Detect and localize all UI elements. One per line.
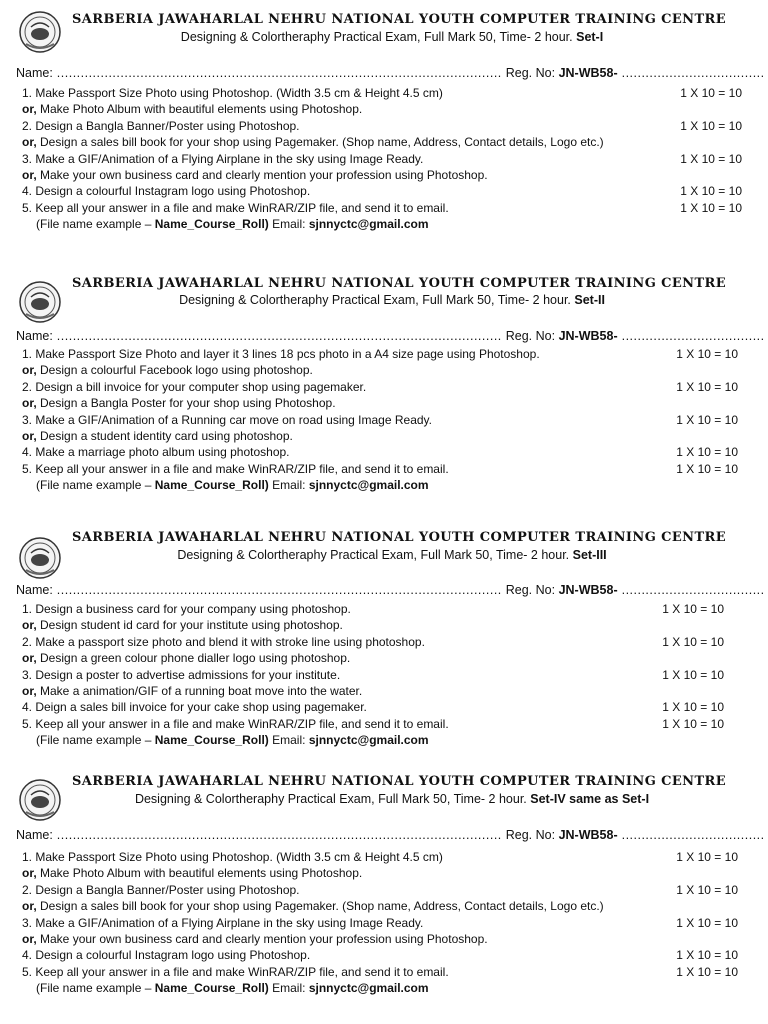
alternative-question	[22, 651, 350, 665]
question-text: 2. Design a Bangla Banner/Poster using Photoshop.	[22, 118, 300, 133]
reg-label: Reg. No:	[505, 329, 556, 343]
or-label: or,	[22, 866, 37, 881]
question-item	[22, 635, 425, 649]
file-name-note	[36, 217, 429, 231]
exam-details: Designing & Colortheraphy Practical Exam, Full Mark 50, Time- 2 hour.	[179, 293, 571, 307]
question-text: 4. Deign a sales bill invoice for your cake shop using pagemaker.	[22, 700, 367, 715]
question-text: 1. Design a business card for your company using photoshop.	[22, 602, 351, 616]
email-address[interactable]: sjnnyctc@gmail.com	[308, 478, 429, 493]
question-mark: 1 X 10 = 10	[680, 86, 742, 100]
question-mark: 1 X 10 = 10	[676, 347, 738, 361]
alternative-question	[22, 684, 362, 698]
question-text: Design a Bangla Poster for your shop using Photoshop.	[40, 396, 336, 411]
exam-details: Designing & Colortheraphy Practical Exam, Full Mark 50, Time- 2 hour.	[134, 792, 527, 806]
question-item	[22, 883, 300, 897]
alternative-question	[22, 899, 604, 913]
or-label: or,	[22, 651, 37, 666]
reg-prefix: JN-WB58-	[558, 583, 618, 597]
question-mark: 1 X 10 = 10	[676, 412, 738, 427]
question-text: 5. Keep all your answer in a file and make WinRAR/ZIP file, and send it to email.	[22, 716, 449, 731]
file-note-name: Name_Course_Roll)	[154, 217, 269, 232]
name-field[interactable]: ................................................................................................................	[52, 583, 506, 597]
exam-details: Designing & Colortheraphy Practical Exam, Full Mark 50, Time- 2 hour.	[180, 30, 573, 44]
question-text: 5. Keep all your answer in a file and make WinRAR/ZIP file, and send it to email.	[22, 461, 449, 476]
alternative-question	[22, 396, 336, 410]
file-note-prefix: (File name example –	[36, 733, 152, 748]
question-text: Design a colourful Facebook logo using photoshop.	[40, 363, 313, 378]
exam-subtitle	[72, 548, 712, 562]
file-note-name: Name_Course_Roll)	[154, 478, 269, 493]
question-text: Design a green colour phone dialler logo using photoshop.	[40, 651, 351, 666]
question-mark: 1 X 10 = 10	[680, 184, 742, 199]
set-label: Set-II	[574, 293, 605, 307]
question-mark: 1 X 10 = 10	[662, 700, 724, 715]
question-item	[22, 717, 449, 731]
email-address[interactable]: sjnnyctc@gmail.com	[308, 217, 429, 232]
email-label: Email:	[272, 981, 306, 996]
exam-subtitle	[72, 30, 712, 44]
name-reg-row	[16, 329, 765, 343]
file-name-note	[36, 733, 429, 747]
name-field[interactable]: ................................................................................................................	[52, 828, 506, 842]
reg-field[interactable]: ....................................	[617, 583, 765, 597]
reg-field[interactable]: ....................................	[617, 66, 765, 80]
question-item	[22, 201, 449, 215]
question-text: 2. Make a passport size photo and blend it with stroke line using photoshop.	[22, 634, 425, 649]
question-item	[22, 380, 366, 394]
question-text: Design a sales bill book for your shop using Pagemaker. (Shop name, Address, Contact details, Logo etc.)	[40, 899, 604, 914]
name-reg-row	[16, 828, 765, 842]
question-mark: 1 X 10 = 10	[676, 850, 738, 864]
reg-prefix: JN-WB58-	[558, 329, 618, 343]
question-text: Design a sales bill book for your shop using Pagemaker. (Shop name, Address, Contact details, Logo etc.)	[40, 135, 604, 150]
email-label: Email:	[272, 478, 306, 493]
set-label: Set-III	[572, 548, 607, 562]
question-mark: 1 X 10 = 10	[680, 118, 742, 133]
name-label: Name:	[16, 583, 53, 597]
question-item	[22, 602, 351, 616]
alternative-question	[22, 932, 488, 946]
reg-prefix: JN-WB58-	[558, 66, 618, 80]
question-item	[22, 850, 443, 864]
alternative-question	[22, 618, 343, 632]
file-note-name: Name_Course_Roll)	[154, 981, 269, 996]
name-reg-row	[16, 583, 765, 597]
or-label: or,	[22, 363, 37, 378]
file-note-name: Name_Course_Roll)	[154, 733, 269, 748]
question-mark: 1 X 10 = 10	[662, 634, 724, 649]
reg-label: Reg. No:	[505, 828, 556, 842]
question-mark: 1 X 10 = 10	[662, 602, 724, 616]
name-field[interactable]: ................................................................................................................	[52, 329, 506, 343]
name-reg-row	[16, 66, 765, 80]
reg-label: Reg. No:	[505, 66, 556, 80]
alternative-question	[22, 429, 293, 443]
or-label: or,	[22, 899, 37, 914]
reg-field[interactable]: ....................................	[617, 828, 765, 842]
question-text: Design student id card for your institute using photoshop.	[40, 618, 343, 633]
reg-prefix: JN-WB58-	[558, 828, 618, 842]
question-item	[22, 948, 310, 962]
file-name-note	[36, 981, 429, 995]
question-text: Make Photo Album with beautiful elements using Photoshop.	[40, 102, 363, 117]
alternative-question	[22, 102, 362, 116]
or-label: or,	[22, 396, 37, 411]
question-text: 4. Make a marriage photo album using photoshop.	[22, 445, 290, 460]
exam-subtitle	[72, 293, 712, 307]
question-text: Make a animation/GIF of a running boat move into the water.	[40, 684, 363, 698]
question-item	[22, 916, 423, 930]
question-item	[22, 119, 300, 133]
question-text: 5. Keep all your answer in a file and make WinRAR/ZIP file, and send it to email.	[22, 964, 449, 979]
question-text: Make Photo Album with beautiful elements using Photoshop.	[40, 866, 363, 881]
question-mark: 1 X 10 = 10	[676, 379, 738, 394]
institute-logo-icon	[18, 280, 62, 324]
question-text: Make your own business card and clearly mention your profession using Photoshop.	[40, 168, 488, 182]
institute-title: SARBERIA JAWAHARLAL NEHRU NATIONAL YOUTH COMPUTER TRAINING CENTRE	[72, 530, 727, 545]
email-label: Email:	[272, 217, 306, 232]
email-address[interactable]: sjnnyctc@gmail.com	[308, 981, 429, 996]
question-item	[22, 184, 310, 198]
question-item	[22, 152, 423, 166]
file-name-note	[36, 478, 429, 492]
question-mark: 1 X 10 = 10	[676, 915, 738, 930]
question-text: 3. Make a GIF/Animation of a Running car move on road using Image Ready.	[22, 412, 432, 427]
name-field[interactable]: ................................................................................................................	[52, 66, 506, 80]
question-text: Make your own business card and clearly mention your profession using Photoshop.	[40, 932, 488, 946]
or-label: or,	[22, 618, 37, 633]
email-address[interactable]: sjnnyctc@gmail.com	[308, 733, 429, 748]
name-label: Name:	[16, 828, 53, 842]
question-mark: 1 X 10 = 10	[676, 445, 738, 460]
question-mark: 1 X 10 = 10	[676, 882, 738, 897]
question-text: 5. Keep all your answer in a file and make WinRAR/ZIP file, and send it to email.	[22, 200, 449, 215]
question-text: 3. Design a poster to advertise admissions for your institute.	[22, 667, 341, 682]
or-label: or,	[22, 932, 37, 946]
question-item	[22, 700, 367, 714]
question-text: 1. Make Passport Size Photo using Photoshop. (Width 3.5 cm & Height 4.5 cm)	[22, 850, 443, 864]
institute-logo-icon	[18, 536, 62, 580]
reg-field[interactable]: ....................................	[617, 329, 765, 343]
alternative-question	[22, 168, 488, 182]
or-label: or,	[22, 429, 37, 443]
question-text: 1. Make Passport Size Photo using Photoshop. (Width 3.5 cm & Height 4.5 cm)	[22, 86, 443, 100]
exam-details: Designing & Colortheraphy Practical Exam, Full Mark 50, Time- 2 hour.	[177, 548, 570, 562]
file-note-prefix: (File name example –	[36, 217, 152, 232]
alternative-question	[22, 135, 604, 149]
institute-logo-icon	[18, 10, 62, 54]
question-mark: 1 X 10 = 10	[676, 461, 738, 476]
question-text: 4. Design a colourful Instagram logo using Photoshop.	[22, 184, 311, 199]
or-label: or,	[22, 684, 37, 698]
or-label: or,	[22, 168, 37, 182]
or-label: or,	[22, 102, 37, 117]
set-label: Set-IV same as Set-I	[530, 792, 650, 806]
question-text: 4. Design a colourful Instagram logo using Photoshop.	[22, 948, 311, 963]
name-label: Name:	[16, 329, 53, 343]
institute-title: SARBERIA JAWAHARLAL NEHRU NATIONAL YOUTH COMPUTER TRAINING CENTRE	[72, 12, 727, 27]
file-note-prefix: (File name example –	[36, 981, 152, 996]
question-text: 3. Make a GIF/Animation of a Flying Airplane in the sky using Image Ready.	[22, 151, 424, 166]
institute-title: SARBERIA JAWAHARLAL NEHRU NATIONAL YOUTH COMPUTER TRAINING CENTRE	[72, 774, 727, 789]
set-label: Set-I	[576, 30, 604, 44]
question-text: 2. Design a Bangla Banner/Poster using Photoshop.	[22, 882, 300, 897]
question-mark: 1 X 10 = 10	[676, 948, 738, 963]
reg-label: Reg. No:	[505, 583, 556, 597]
name-label: Name:	[16, 66, 53, 80]
question-item	[22, 347, 540, 361]
question-item	[22, 965, 449, 979]
question-mark: 1 X 10 = 10	[662, 716, 724, 731]
institute-logo-icon	[18, 778, 62, 822]
question-mark: 1 X 10 = 10	[662, 667, 724, 682]
question-item	[22, 413, 432, 427]
exam-subtitle	[72, 792, 712, 806]
question-mark: 1 X 10 = 10	[680, 151, 742, 166]
question-text: Design a student identity card using photoshop.	[40, 429, 293, 443]
institute-title: SARBERIA JAWAHARLAL NEHRU NATIONAL YOUTH COMPUTER TRAINING CENTRE	[72, 276, 727, 291]
question-text: 1. Make Passport Size Photo and layer it 3 lines 18 pcs photo in a A4 size page using Photoshop.	[22, 347, 540, 361]
question-item	[22, 668, 340, 682]
question-mark: 1 X 10 = 10	[680, 200, 742, 215]
question-mark: 1 X 10 = 10	[676, 964, 738, 979]
question-item	[22, 86, 443, 100]
alternative-question	[22, 866, 362, 880]
question-item	[22, 445, 290, 459]
file-note-prefix: (File name example –	[36, 478, 152, 493]
question-text: 2. Design a bill invoice for your computer shop using pagemaker.	[22, 379, 367, 394]
alternative-question	[22, 363, 313, 377]
email-label: Email:	[272, 733, 306, 748]
or-label: or,	[22, 135, 37, 150]
question-text: 3. Make a GIF/Animation of a Flying Airplane in the sky using Image Ready.	[22, 915, 424, 930]
question-item	[22, 462, 449, 476]
